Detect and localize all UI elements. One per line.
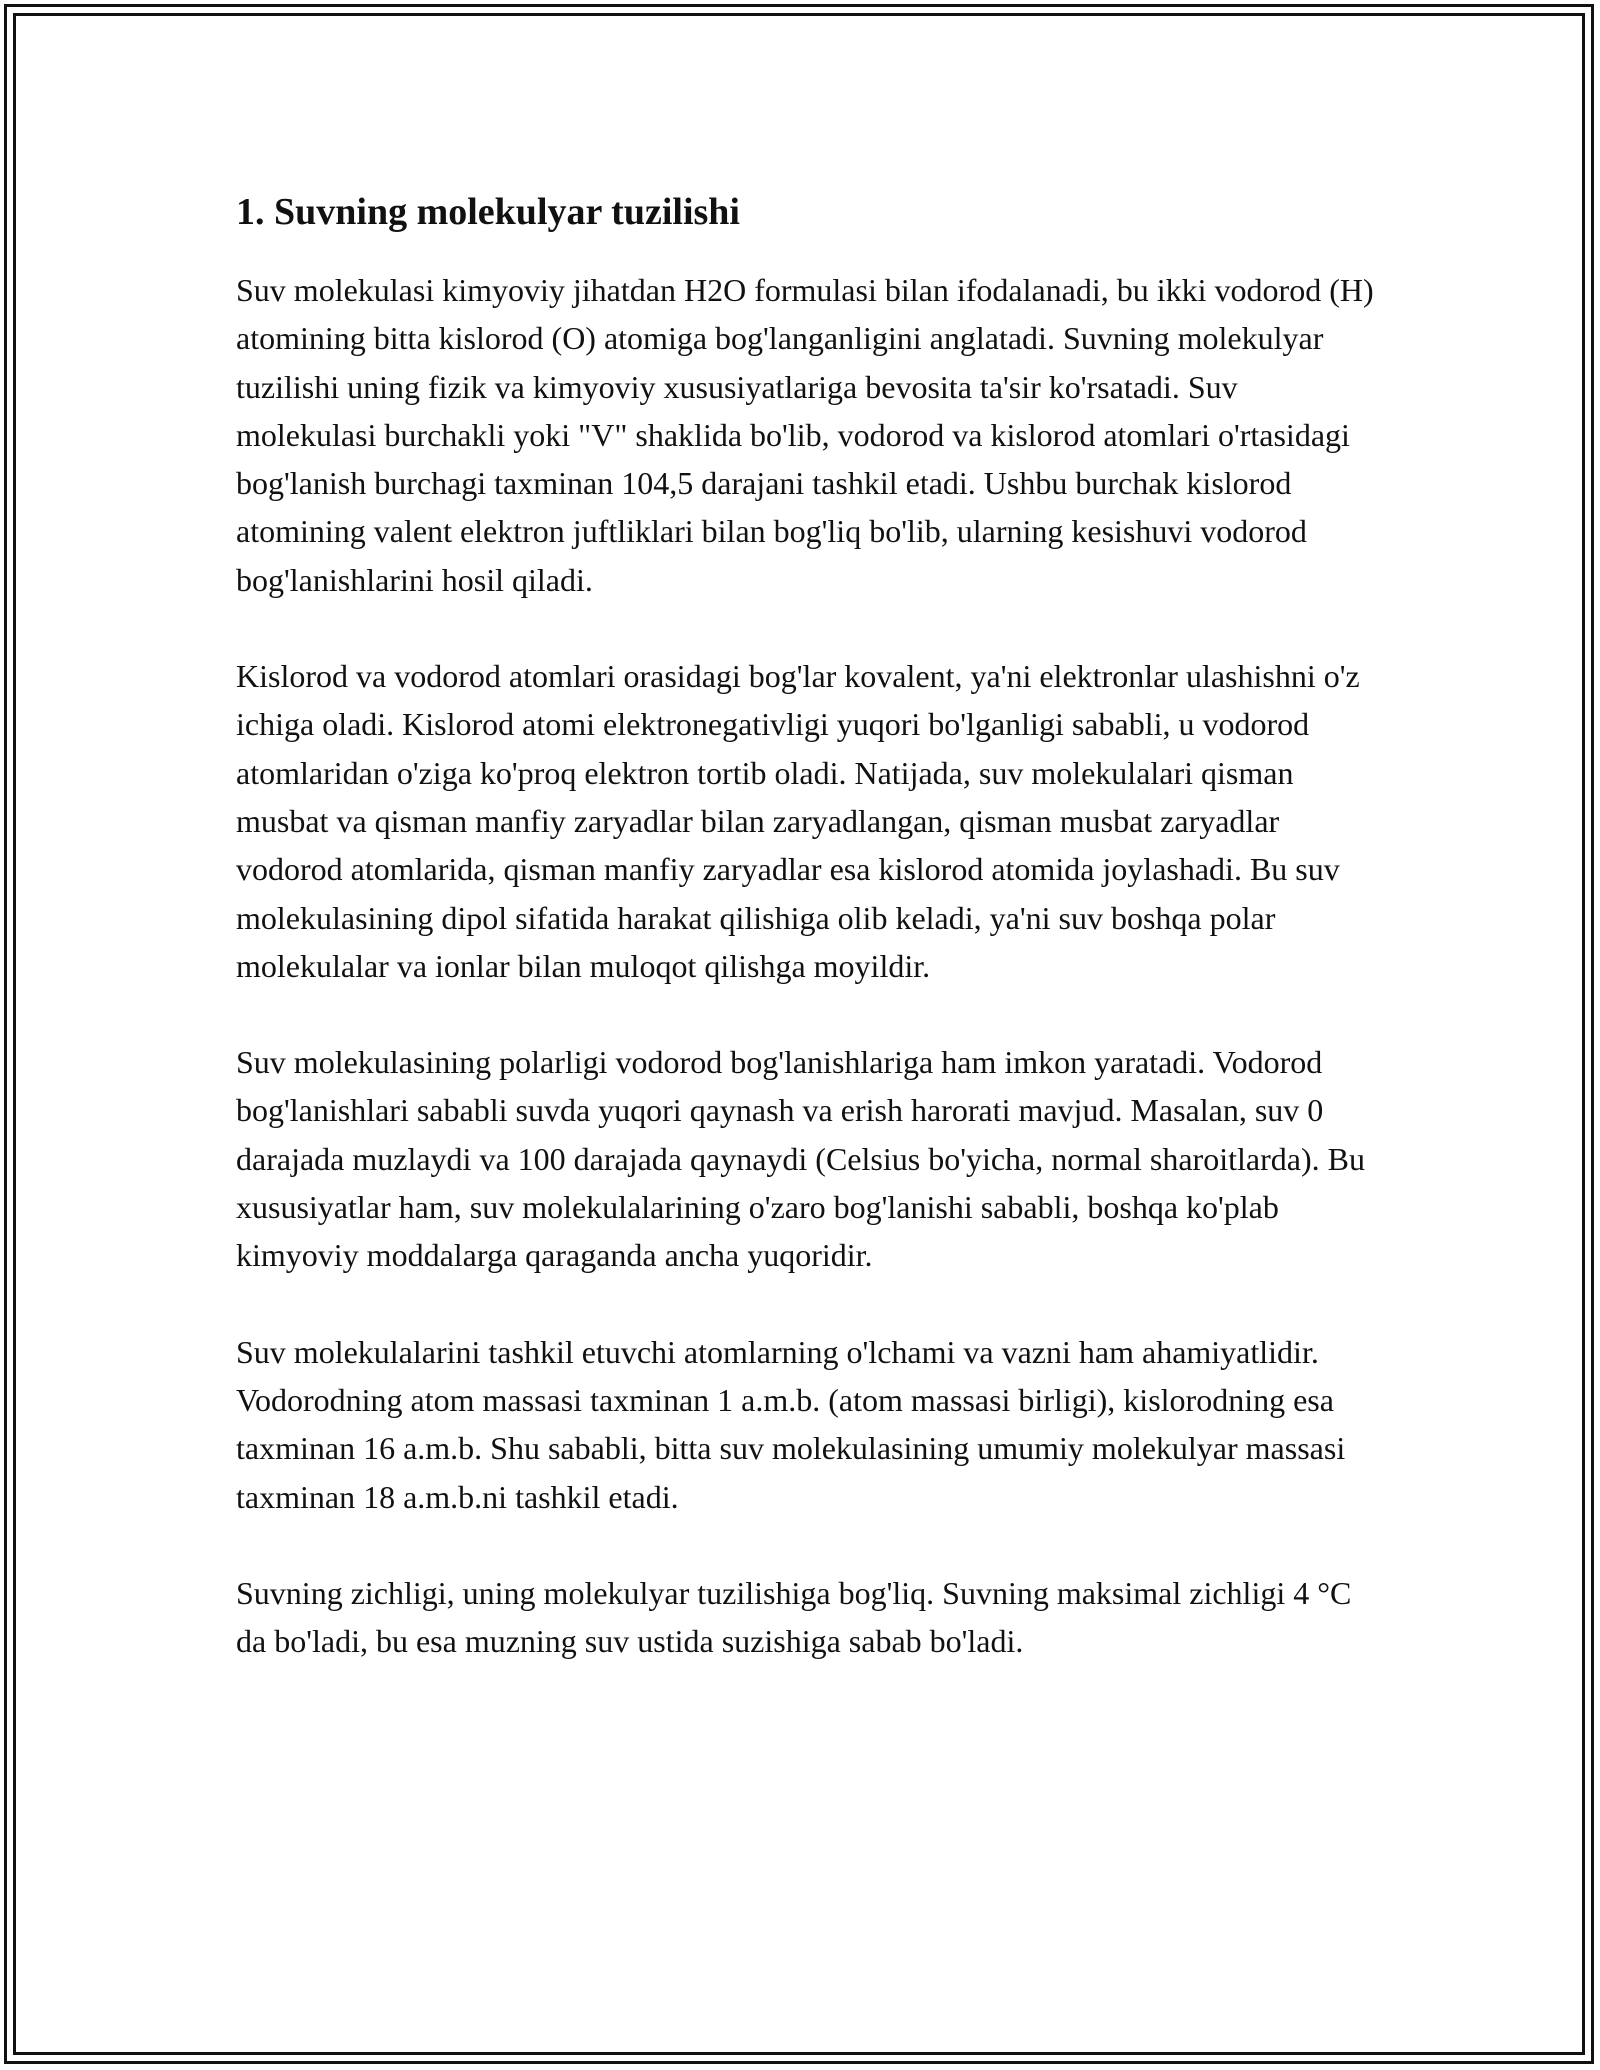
paragraph-5: Suvning zichligi, uning molekulyar tuzilishiga bog'liq. Suvning maksimal zichligi 4 °C da bo'ladi, bu esa muzning suv ustida suzishiga sabab bo'ladi.	[236, 1574, 1352, 1660]
section-heading: 1. Suvning molekulyar tuzilishi	[236, 191, 740, 233]
document-body	[236, 186, 1386, 1713]
paragraph-1: Suv molekulasi kimyoviy jihatdan H2O formulasi bilan ifodalanadi, bu ikki vodorod (H) atomining bitta kislorod (O) atomiga bog'langanligini anglatadi. Suvning molekulyar tuzilishi uning fizik va kimyoviy xususiyatlariga bevosita ta'sir ko'rsatadi. Suv molekulasi burchakli yoki "V" shaklida bo'lib, vodorod va kislorod atomlari o'rtasidagi bog'lanish burchagi taxminan 104,5 darajani tashkil etadi. Ushbu burchak kislorod atomining valent elektron juftliklari bilan bog'liq bo'lib, ularning kesishuvi vodorod bog'lanishlarini hosil qiladi.	[236, 272, 1374, 598]
paragraph-3: Suv molekulasining polarligi vodorod bog'lanishlariga ham imkon yaratadi. Vodorod bog'lanishlari sababli suvda yuqori qaynash va erish harorati mavjud. Masalan, suv 0 darajada muzlaydi va 100 darajada qaynaydi (Celsius bo'yicha, normal sharoitlarda). Bu xususiyatlar ham, suv molekulalarining o'zaro bog'lanishi sababli, boshqa ko'plab kimyoviy moddalarga qaraganda ancha yuqoridir.	[236, 1044, 1365, 1274]
paragraph-4: Suv molekulalarini tashkil etuvchi atomlarning o'lchami va vazni ham ahamiyatlidir. Vodorodning atom massasi taxminan 1 a.m.b. (atom massasi birligi), kislorodning esa taxminan 16 a.m.b. Shu sababli, bitta suv molekulasining umumiy molekulyar massasi taxminan 18 a.m.b.ni tashkil etadi.	[236, 1333, 1346, 1515]
paragraph-2: Kislorod va vodorod atomlari orasidagi bog'lar kovalent, ya'ni elektronlar ulashishni o'z ichiga oladi. Kislorod atomi elektronegativligi yuqori bo'lganligi sababli, u vodorod atomlaridan o'ziga ko'proq elektron tortib oladi. Natijada, suv molekulalari qisman musbat va qisman manfiy zaryadlar bilan zaryadlangan, qisman musbat zaryadlar vodorod atomlarida, qisman manfiy zaryadlar esa kislorod atomida joylashadi. Bu suv molekulasining dipol sifatida harakat qilishiga olib keladi, ya'ni suv boshqa polar molekulalar va ionlar bilan muloqot qilishga moyildir.	[236, 658, 1360, 984]
